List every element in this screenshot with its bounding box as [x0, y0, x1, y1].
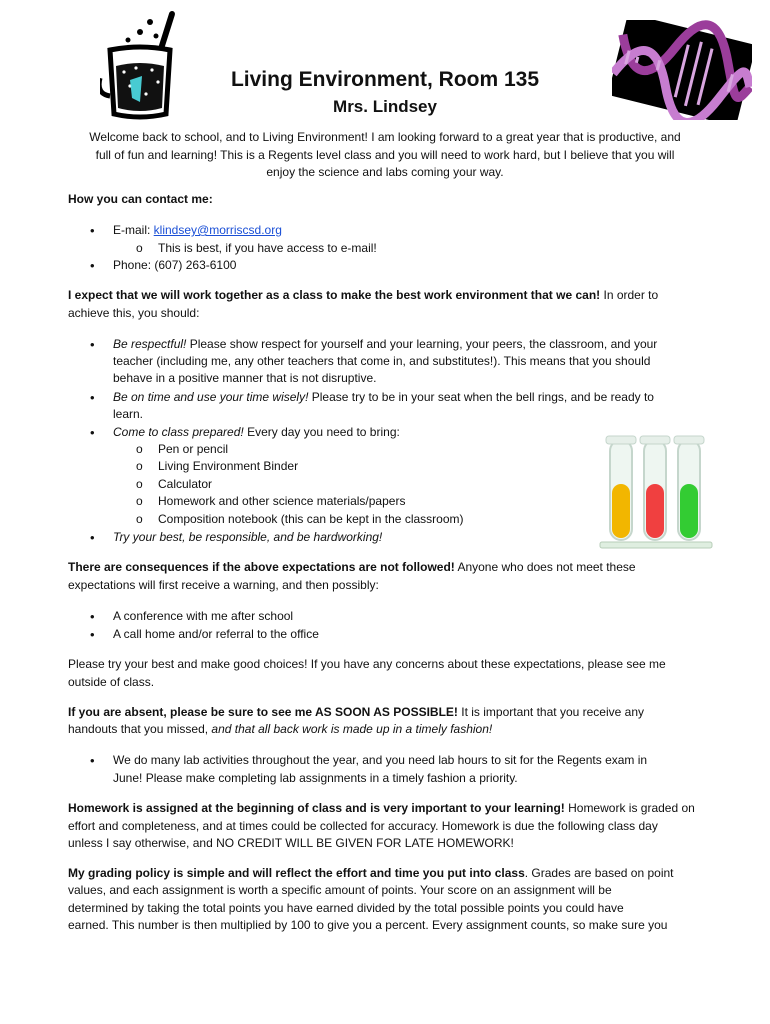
email-link[interactable]: klindsey@morriscsd.org [153, 223, 282, 237]
prepared-italic: Come to class prepared! [113, 425, 244, 439]
respect-line-3: behave in a positive manner that is not disruptive. [113, 371, 377, 385]
bullet: • [90, 223, 95, 238]
lab-line: We do many lab activities throughout the year, and you need lab hours to sit for the Regents exam in [113, 753, 648, 767]
intro-line: enjoy the science and labs coming your way. [266, 165, 504, 179]
bullet: • [90, 530, 95, 545]
consequences-line [68, 559, 636, 576]
bring-item: Composition notebook (this can be kept in the classroom) [158, 512, 464, 526]
ontime-italic: Be on time and use your time wisely! [113, 390, 309, 404]
prepared-rest: Every day you need to bring: [243, 425, 400, 439]
expect-bold: I expect that we will work together as a class to make the best work environment that we can! [68, 288, 601, 302]
bullet: • [90, 337, 95, 352]
homework-line [68, 800, 695, 817]
homework-rest: Homework is graded on [564, 801, 695, 815]
bring-item: Living Environment Binder [158, 459, 299, 473]
absent-line2-text: handouts that you missed, [68, 722, 212, 736]
email-label: E-mail: [113, 223, 154, 237]
homework-bold: Homework is assigned at the beginning of class and is very important to your learning! [68, 801, 565, 815]
absent-rest: It is important that you receive any [457, 705, 644, 719]
bullet: • [90, 753, 95, 768]
consequences-bold: There are consequences if the above expectations are not followed! [68, 560, 455, 574]
grading-line-4: earned. This number is then multiplied by 100 to give you a percent. Every assignment counts, so make sure you [68, 918, 668, 932]
absent-italic: and that all back work is made up in a timely fashion! [211, 722, 493, 736]
expect-rest: In order to [600, 288, 659, 302]
bullet: • [90, 258, 95, 273]
grading-bold: My grading policy is simple and will reflect the effort and time you put into class [68, 866, 525, 880]
consequence-item: A conference with me after school [113, 609, 294, 623]
contact-heading: How you can contact me: [68, 192, 213, 206]
consequence-item: A call home and/or referral to the office [113, 627, 319, 641]
concerns-line: outside of class. [68, 675, 155, 689]
bring-item: Pen or pencil [158, 442, 229, 456]
homework-line-2: effort and completeness, and at times could be collected for accuracy. Homework is due the following class day [68, 819, 658, 833]
sub-bullet: o [136, 459, 143, 473]
sub-bullet: o [136, 442, 143, 456]
expect-line-2: achieve this, you should: [68, 306, 200, 320]
ontime-line [113, 389, 654, 406]
ontime-rest: Please try to be in your seat when the bell rings, and be ready to [308, 390, 654, 404]
bring-item: Homework and other science materials/papers [158, 494, 406, 508]
respect-rest: Please show respect for yourself and your learning, your peers, the classroom, and your [186, 337, 658, 351]
concerns-line: Please try your best and make good choices! If you have any concerns about these expectations, please see me [68, 657, 666, 671]
grading-line-3: determined by taking the total points you have earned divided by the total possible points you could have [68, 901, 624, 915]
email-note: This is best, if you have access to e-mail! [158, 241, 377, 255]
grading-rest: . Grades are based on point [524, 866, 674, 880]
ontime-line-2: learn. [113, 407, 144, 421]
sub-bullet: o [136, 494, 143, 508]
consequences-line-2: expectations will first receive a warning, and then possibly: [68, 578, 379, 592]
bullet: • [90, 609, 95, 624]
email-line [113, 222, 282, 239]
grading-line [68, 865, 674, 882]
consequences-rest: Anyone who does not meet these [454, 560, 636, 574]
respect-italic: Be respectful! [113, 337, 187, 351]
bullet: • [90, 390, 95, 405]
respect-line-2: teacher (including me, any other teachers that come in, and substitutes!). This means that you should [113, 354, 651, 368]
try-best-line: Try your best, be responsible, and be hardworking! [113, 530, 383, 544]
absent-line [68, 704, 644, 721]
phone-line: Phone: (607) 263-6100 [113, 258, 237, 272]
respect-line [113, 336, 657, 353]
expect-line [68, 287, 658, 304]
teacher-name: Mrs. Lindsey [333, 97, 437, 116]
intro-line: full of fun and learning! This is a Regents level class and you will need to work hard, but I believe that you will [95, 148, 675, 162]
intro-line: Welcome back to school, and to Living Environment! I am looking forward to a great year that is productive, and [89, 130, 681, 144]
homework-line-3: unless I say otherwise, and NO CREDIT WILL BE GIVEN FOR LATE HOMEWORK! [68, 836, 514, 850]
grading-line-2: values, and each assignment is worth a specific amount of points. Your score on an assignment will be [68, 883, 612, 897]
sub-bullet: o [136, 477, 143, 491]
bullet: • [90, 627, 95, 642]
prepared-line [113, 424, 400, 441]
bullet: • [90, 425, 95, 440]
bring-item: Calculator [158, 477, 213, 491]
absent-bold: If you are absent, please be sure to see me AS SOON AS POSSIBLE! [68, 705, 458, 719]
test-tubes-icon [596, 432, 716, 554]
page-title: Living Environment, Room 135 [230, 68, 540, 91]
absent-line-2 [68, 721, 492, 738]
sub-bullet: o [136, 241, 143, 255]
lab-line-2: June! Please make completing lab assignments in a timely fashion a priority. [113, 771, 518, 785]
sub-bullet: o [136, 512, 143, 526]
